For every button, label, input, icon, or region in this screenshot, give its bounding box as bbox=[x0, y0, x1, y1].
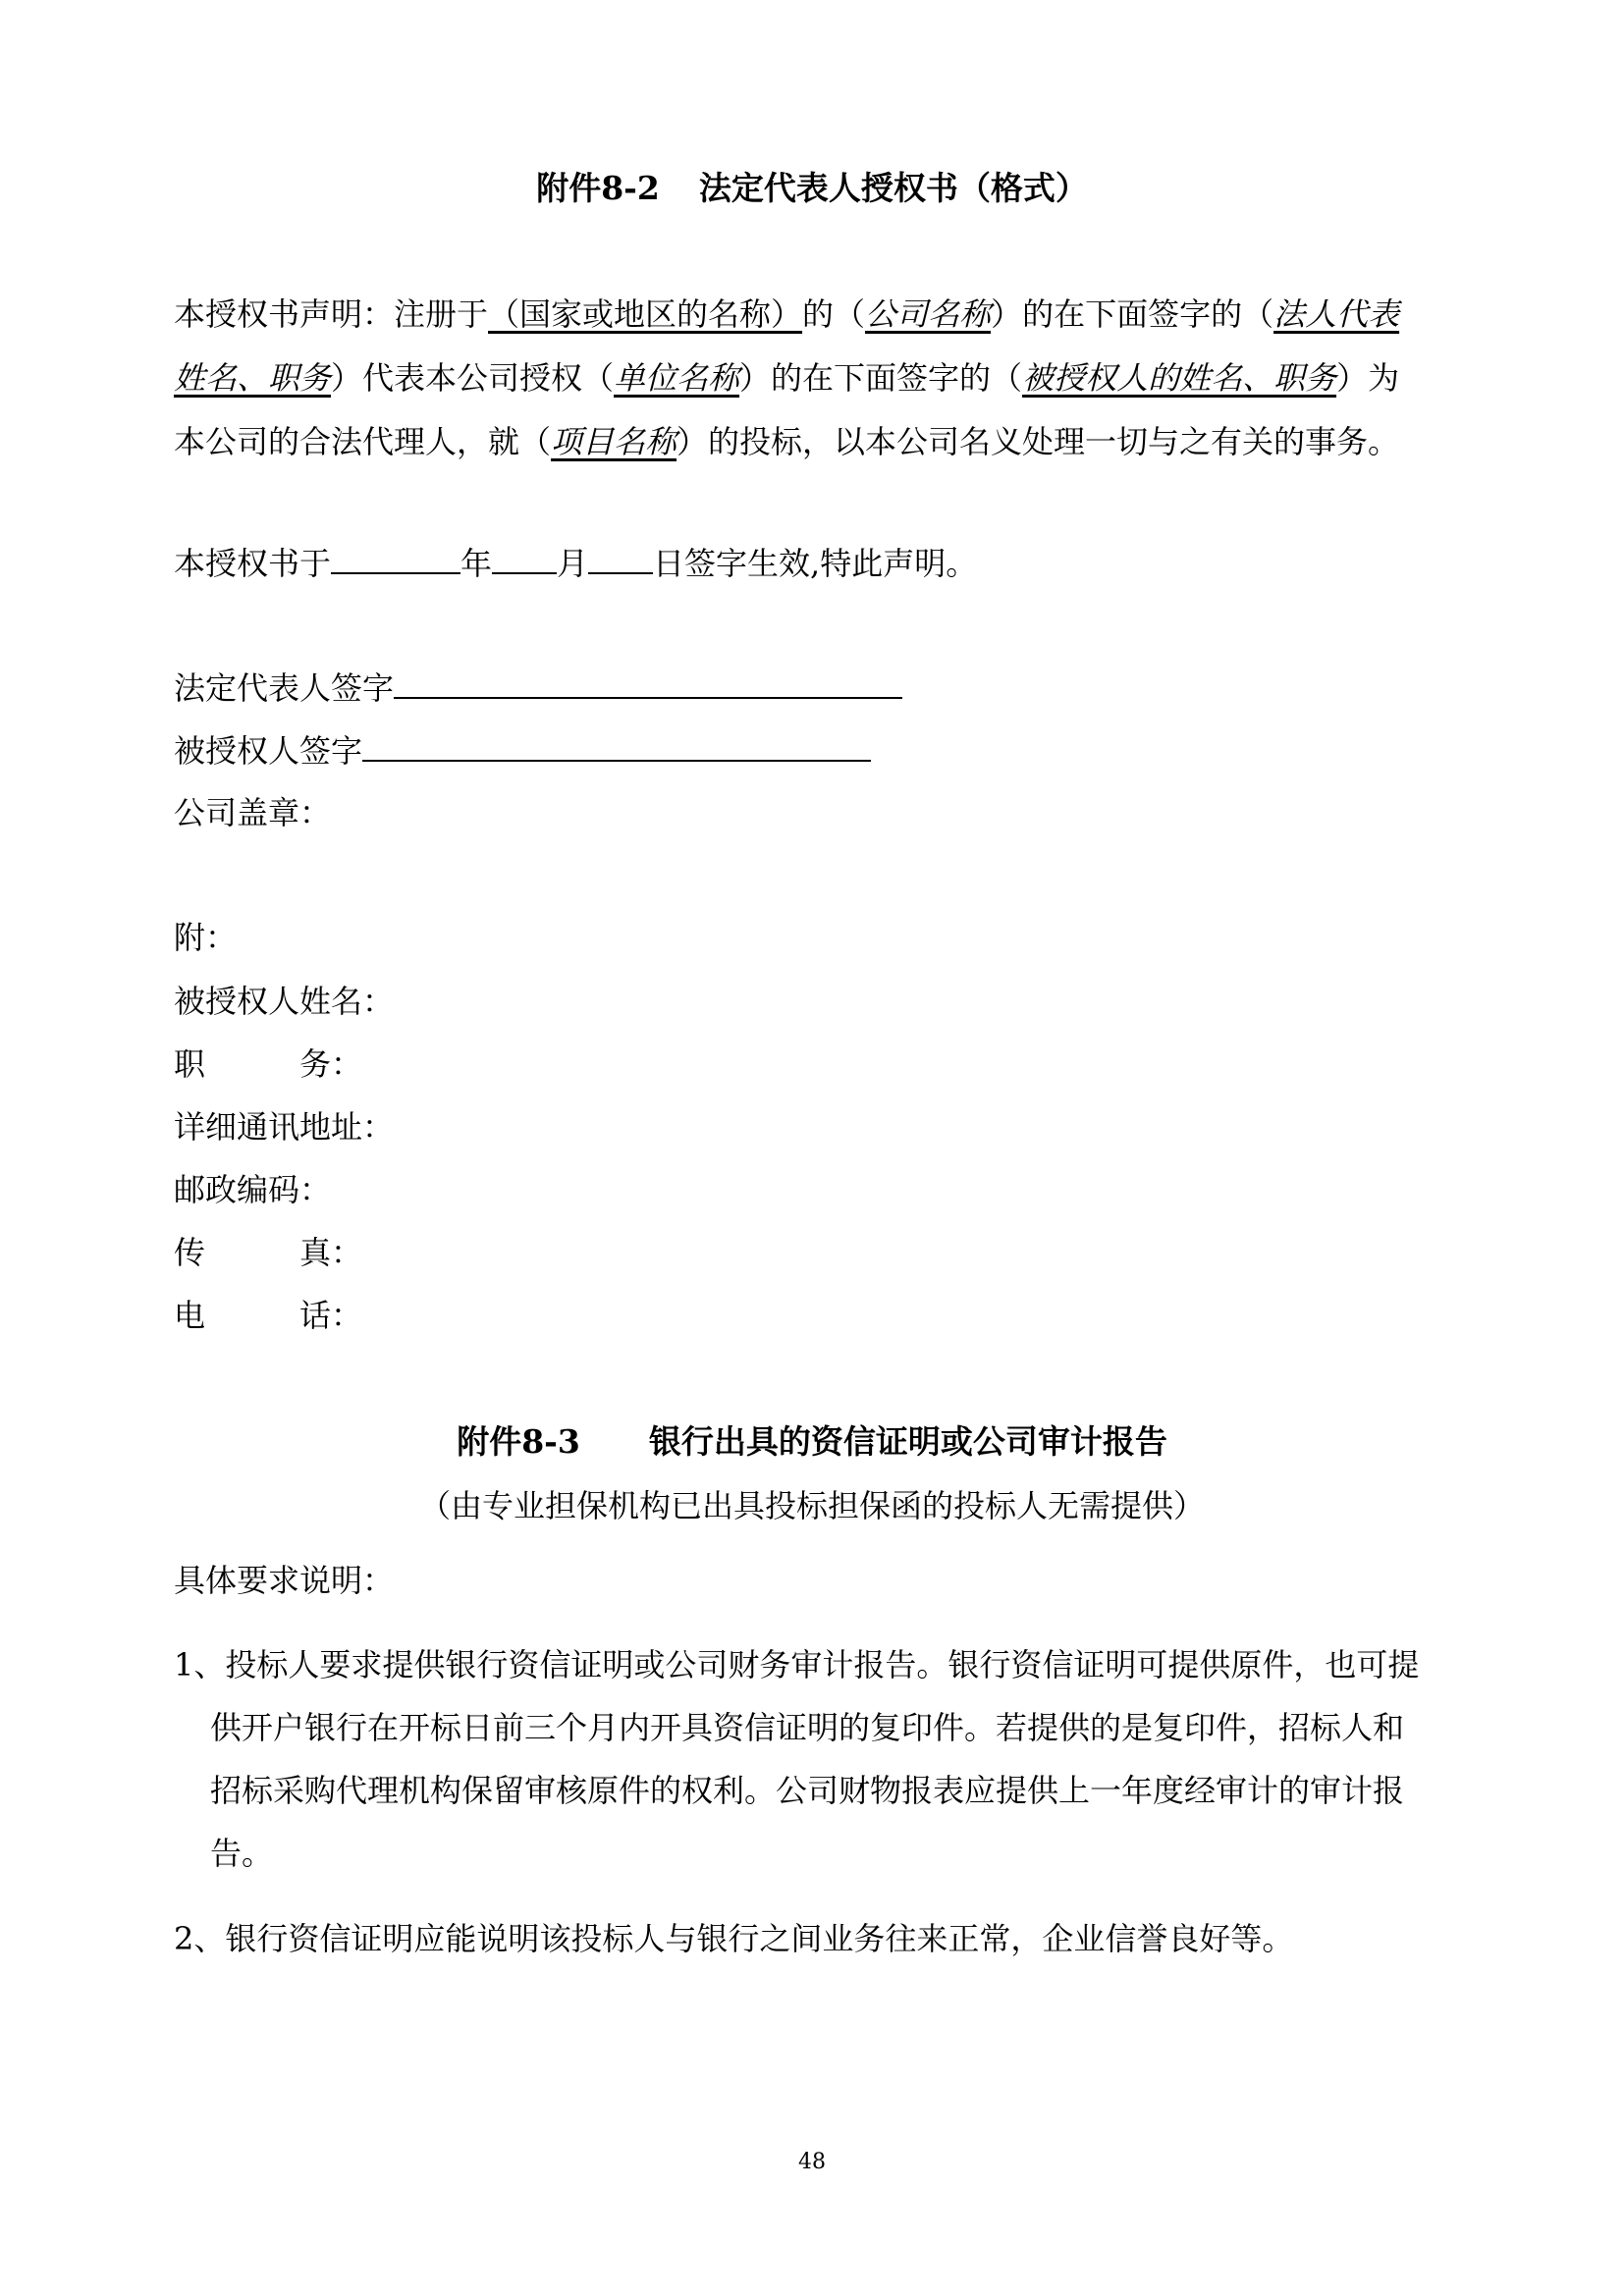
effective-date-line bbox=[174, 543, 977, 583]
section2-heading bbox=[0, 1422, 1624, 1462]
text-fragment: 的（ bbox=[802, 295, 866, 333]
section2-number: 附件8-3 bbox=[457, 1422, 580, 1461]
attachment-postcode: 邮政编码： bbox=[174, 1171, 332, 1208]
signature-blank bbox=[362, 730, 871, 762]
country-placeholder: （国家或地区的名称） bbox=[488, 295, 803, 333]
label-part: 传 bbox=[174, 1234, 206, 1271]
attachment-fax bbox=[174, 1233, 362, 1272]
attachment-name: 被授权人姓名： bbox=[174, 983, 395, 1020]
declaration-line-2 bbox=[174, 358, 1399, 398]
requirement-1-line-1: 1、投标人要求提供银行资信证明或公司财务审计报告。银行资信证明可提供原件，也可提 bbox=[174, 1646, 1420, 1683]
legal-rep-placeholder-cont: 姓名、职务 bbox=[174, 359, 332, 397]
company-placeholder: 公司名称 bbox=[865, 295, 992, 333]
day-blank bbox=[588, 543, 653, 574]
requirement-1-line-3: 招标采购代理机构保留审核原件的权利。公司财物报表应提供上一年度经审计的审计报 bbox=[210, 1772, 1405, 1809]
text-fragment: 本授权书于 bbox=[174, 545, 332, 582]
attachment-position bbox=[174, 1044, 362, 1084]
declaration-line-3 bbox=[174, 422, 1399, 461]
declaration-line-1 bbox=[174, 294, 1399, 334]
text-fragment: 本公司的合法代理人，就（ bbox=[174, 423, 552, 460]
company-seal-line bbox=[174, 793, 331, 832]
label-part: 职 bbox=[174, 1045, 206, 1083]
text-fragment: ）为 bbox=[1336, 359, 1400, 397]
requirement-2: 2、银行资信证明应能说明该投标人与银行之间业务往来正常，企业信誉良好等。 bbox=[174, 1920, 1294, 1957]
section2-title: 银行出具的资信证明或公司审计报告 bbox=[648, 1422, 1167, 1461]
authorized-placeholder: 被授权人的姓名、职务 bbox=[1022, 359, 1337, 397]
label-part: 话： bbox=[299, 1297, 363, 1334]
attachment-address: 详细通讯地址： bbox=[174, 1108, 395, 1146]
text-fragment: 日签字生效,特此声明。 bbox=[653, 545, 978, 582]
text-fragment: ）的在下面签字的（ bbox=[739, 359, 1023, 397]
attachment-heading: 附： bbox=[174, 919, 238, 956]
unit-placeholder: 单位名称 bbox=[614, 359, 740, 397]
section2-subtitle: （由专业担保机构已出具投标担保函的投标人无需提供） bbox=[418, 1487, 1205, 1524]
authorized-signature-label: 被授权人签字 bbox=[174, 732, 363, 770]
legal-rep-signature-label: 法定代表人签字 bbox=[174, 669, 395, 707]
section1-heading bbox=[0, 169, 1624, 208]
section1-number: 附件8-2 bbox=[536, 169, 660, 207]
requirement-1-line-2: 供开户银行在开标日前三个月内开具资信证明的复印件。若提供的是复印件，招标人和 bbox=[210, 1709, 1405, 1746]
page-number: 48 bbox=[798, 2150, 826, 2174]
text-fragment: ）的投标，以本公司名义处理一切与之有关的事务。 bbox=[677, 423, 1400, 460]
attachment-phone bbox=[174, 1296, 362, 1335]
label-part: 务： bbox=[299, 1045, 363, 1083]
text-fragment: ）代表本公司授权（ bbox=[331, 359, 615, 397]
authorized-signature-line bbox=[174, 730, 871, 771]
legal-rep-signature-line bbox=[174, 667, 902, 708]
requirements-heading: 具体要求说明： bbox=[174, 1562, 395, 1599]
label-part: 真： bbox=[299, 1234, 363, 1271]
section1-title: 法定代表人授权书（格式） bbox=[698, 169, 1088, 207]
year-blank bbox=[331, 543, 460, 574]
label-part: 电 bbox=[174, 1297, 206, 1334]
company-seal-label: 公司盖章： bbox=[174, 794, 332, 831]
signature-blank bbox=[394, 667, 902, 699]
project-placeholder: 项目名称 bbox=[551, 423, 677, 460]
month-label: 月 bbox=[557, 545, 589, 582]
legal-rep-placeholder: 法人代表 bbox=[1273, 295, 1400, 333]
year-label: 年 bbox=[460, 545, 493, 582]
text-fragment: ）的在下面签字的（ bbox=[991, 295, 1274, 333]
requirement-1-line-4: 告。 bbox=[210, 1835, 274, 1872]
month-blank bbox=[492, 543, 557, 574]
text-fragment: 本授权书声明：注册于 bbox=[174, 295, 489, 333]
